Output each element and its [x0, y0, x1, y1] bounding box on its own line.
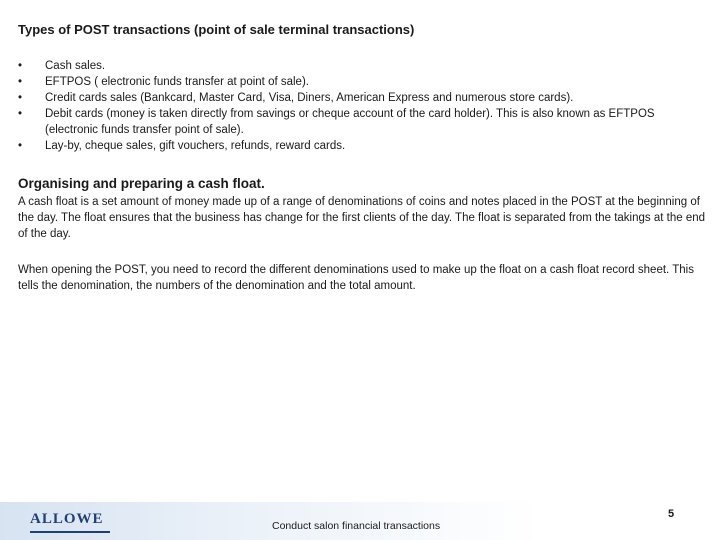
list-item: • EFTPOS ( electronic funds transfer at point of sale). — [18, 74, 708, 90]
slide-title: Types of POST transactions (point of sale terminal transactions) — [18, 22, 415, 37]
list-item: • Lay-by, cheque sales, gift vouchers, refunds, reward cards. — [18, 138, 708, 154]
paragraph-cash-float-definition: A cash float is a set amount of money made up of a range of denominations of coins and notes placed in the POST at the beginning of the day. The float ensures that the business has change for the first clients of the day. The float is separated from the takings at the end of the day. — [18, 196, 706, 240]
logo-underline — [30, 531, 110, 533]
footer-bar — [0, 502, 720, 540]
footer-course-title: Conduct salon financial transactions — [272, 520, 441, 532]
allowe-logo: ALLOWE — [30, 511, 104, 527]
page-number: 5 — [668, 508, 675, 520]
transaction-types-list — [18, 58, 708, 154]
list-item: • Credit cards sales (Bankcard, Master Card, Visa, Diners, American Express and numerous store cards). — [18, 90, 708, 106]
paragraph-opening-post: When opening the POST, you need to record the different denominations used to make up the float on a cash float record sheet. This tells the denomination, the numbers of the denomination and the total amount. — [18, 264, 694, 292]
list-item: • Cash sales. — [18, 58, 708, 74]
list-item: • Debit cards (money is taken directly from savings or cheque account of the card holder). This is also known as EFTPOS (electronic funds transfer point of sale). — [18, 106, 708, 138]
section-heading: Organising and preparing a cash float. — [18, 176, 265, 191]
